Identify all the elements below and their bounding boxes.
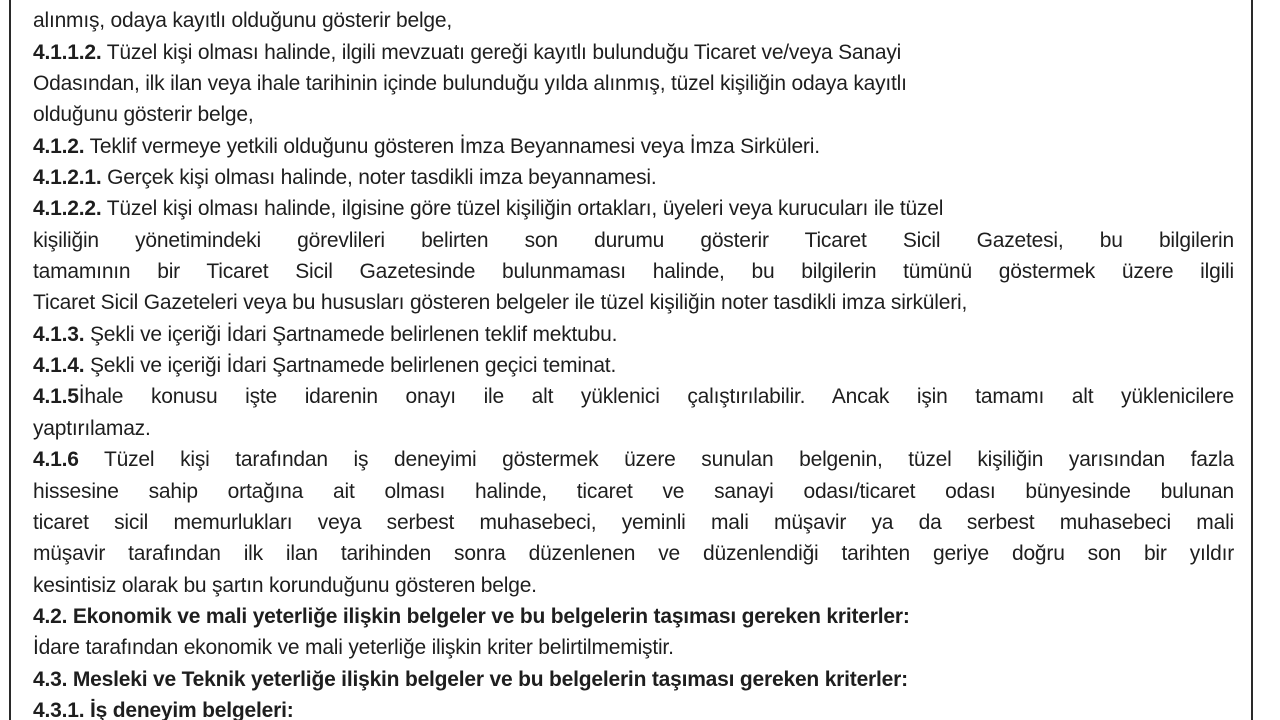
text-line: 4.1.1.2. Tüzel kişi olması halinde, ilgili mevzuatı gereği kayıtlı bulunduğu Ticaret ve/veya Sanayi [33,41,902,64]
clause-number: 4.1.1.2. [33,41,102,64]
text-line: müşavir tarafından ilk ilan tarihinden sonra düzenlenen ve düzenlendiği tarihten geriye doğru son bir yıldır [33,542,1234,565]
text-line: 4.1.6 Tüzel kişi tarafından iş deneyimi göstermek üzere sunulan belgenin, tüzel kişiliğin yarısından fazla [33,448,1234,471]
text-line: olduğunu gösterir belge, [33,103,254,126]
text-line: kesintisiz olarak bu şartın korunduğunu gösteren belge. [33,574,537,597]
text-line: ticaret sicil memurlukları veya serbest muhasebeci, yeminli mali müşavir ya da serbest muhasebeci mali [33,511,1234,534]
text-line: 4.1.2. Teklif vermeye yetkili olduğunu gösteren İmza Beyannamesi veya İmza Sirküleri. [33,135,820,158]
text-line: 4.1.4. Şekli ve içeriği İdari Şartnamede belirlenen geçici teminat. [33,354,617,377]
text-line: Ticaret Sicil Gazeteleri veya bu hususları gösteren belgeler ile tüzel kişiliğin noter tasdikli imza sirküleri, [33,291,968,314]
text-line: kişiliğin yönetimindeki görevlileri belirten son durumu gösterir Ticaret Sicil Gazetesi, bu bilgilerin [33,229,1234,252]
clause-number: 4.1.2.1. [33,166,102,189]
text-line: hissesine sahip ortağına ait olması halinde, ticaret ve sanayi odası/ticaret odası bünyesinde bulunan [33,480,1234,503]
text-line: İdare tarafından ekonomik ve mali yeterliğe ilişkin kriter belirtilmemiştir. [33,636,674,659]
page-border-left [9,0,11,720]
text-line: 4.1.5İhale konusu işte idarenin onayı ile alt yüklenici çalıştırılabilir. Ancak işin tamamı alt yüklenicilere [33,385,1234,408]
clause-number: 4.1.3. [33,323,85,346]
clause-number: 4.1.5 [33,385,79,408]
text-line: alınmış, odaya kayıtlı olduğunu gösterir belge, [33,9,453,32]
text-line: Odasından, ilk ilan veya ihale tarihinin içinde bulunduğu yılda alınmış, tüzel kişiliğin odaya kayıtlı [33,72,907,95]
section-heading: 4.3. Mesleki ve Teknik yeterliğe ilişkin belgeler ve bu belgelerin taşıması gereken kriterler: [33,668,908,691]
clause-number: 4.1.2.2. [33,197,102,220]
text-line: yaptırılamaz. [33,417,151,440]
text-line: tamamının bir Ticaret Sicil Gazetesinde bulunmaması halinde, bu bilgilerin tümünü göstermek üzere ilgili [33,260,1234,283]
section-heading: 4.2. Ekonomik ve mali yeterliğe ilişkin belgeler ve bu belgelerin taşıması gereken kriterler: [33,605,910,628]
clause-number: 4.1.4. [33,354,85,377]
text-line: 4.1.2.2. Tüzel kişi olması halinde, ilgisine göre tüzel kişiliğin ortakları, üyeleri veya kurucuları ile tüzel [33,197,944,220]
page-border-right [1251,0,1253,720]
text-line: 4.1.2.1. Gerçek kişi olması halinde, noter tasdikli imza beyannamesi. [33,166,657,189]
clause-number: 4.1.6 [33,448,79,471]
section-heading: 4.3.1. İş deneyim belgeleri: [33,699,294,720]
clause-number: 4.1.2. [33,135,85,158]
text-line: 4.1.3. Şekli ve içeriği İdari Şartnamede belirlenen teklif mektubu. [33,323,618,346]
